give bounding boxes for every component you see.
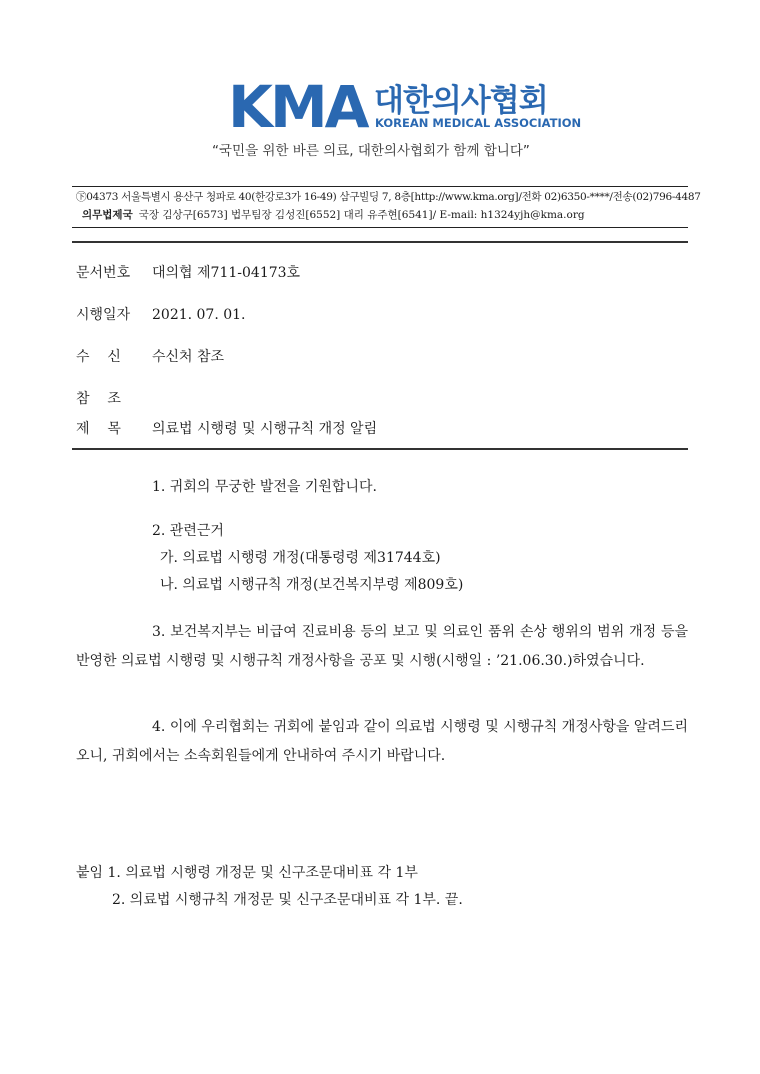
doc-number-value: 대의협 제711-04173호 — [152, 265, 301, 281]
subject-value: 의료법 시행령 및 시행규칙 개정 알림 — [152, 421, 378, 437]
date-value: 2021. 07. 01. — [152, 307, 246, 323]
body-item-2b: 나. 의료법 시행규칙 개정(보건복지부령 제809호) — [160, 577, 464, 593]
contact-line — [82, 207, 585, 222]
body-item-3: 3. 보건복지부는 비급여 진료비용 등의 보고 및 의료인 품위 손상 행위의 범위 개정 등을 반영한 의료법 시행령 및 시행규칙 개정사항을 공포 및 시행(시행일 : ’21.06.30.)하였습니다. — [76, 624, 688, 669]
address-line: ㊦04373 서울특별시 용산구 청파로 40(한강로3가 16-49) 삼구빌딩 7, 8층[http://www.kma.org]/전화 02)6350-****/전송(02)796-4487 — [76, 191, 701, 203]
header-bottom-rule — [72, 448, 688, 450]
slogan: “국민을 위한 바른 의료, 대한의사협회가 함께 합니다” — [212, 143, 530, 159]
subject-label: 제 목 — [76, 421, 121, 437]
attachment-item-1: 1. 의료법 시행령 개정문 및 신구조문대비표 각 1부 — [107, 865, 418, 881]
recipient-value: 수신처 참조 — [152, 349, 225, 365]
date-label: 시행일자 — [76, 307, 131, 323]
recipient-row — [76, 346, 224, 366]
kma-logo-mark: KMA — [228, 73, 367, 141]
reference-row — [76, 388, 152, 408]
body-item-1: 1. 귀회의 무궁한 발전을 기원합니다. — [152, 479, 377, 495]
doc-number-row — [76, 262, 300, 282]
body-item-4: 4. 이에 우리협회는 귀회에 붙임과 같이 의료법 시행령 및 시행규칙 개정사항을 알려드리오니, 귀회에서는 소속회원들에게 안내하여 주시기 바랍니다. — [76, 719, 688, 764]
attachment-row-1 — [76, 862, 418, 882]
kma-logo-name-english: KOREAN MEDICAL ASSOCIATION — [375, 116, 582, 130]
attachment-item-2: 2. 의료법 시행규칙 개정문 및 신구조문대비표 각 1부. 끝. — [112, 892, 463, 908]
kma-logo-name-korean: 대한의사협회 — [374, 83, 548, 119]
reference-label: 참 조 — [76, 391, 121, 407]
date-row — [76, 304, 246, 324]
doc-number-label: 문서번호 — [76, 265, 131, 281]
header-top-rule — [72, 241, 688, 243]
contact-details: 국장 김상구[6573] 법무팀장 김성진[6552] 대리 유주현[6541]/ E-mail: h1324yjh@kma.org — [138, 209, 585, 221]
body-item-2-title: 2. 관련근거 — [152, 523, 224, 539]
department-name: 의무법제국 — [82, 209, 133, 221]
recipient-label: 수 신 — [76, 349, 121, 365]
body-item-2a: 가. 의료법 시행령 개정(대통령령 제31744호) — [160, 550, 441, 566]
subject-row — [76, 418, 377, 438]
attachment-label: 붙임 — [76, 865, 104, 881]
